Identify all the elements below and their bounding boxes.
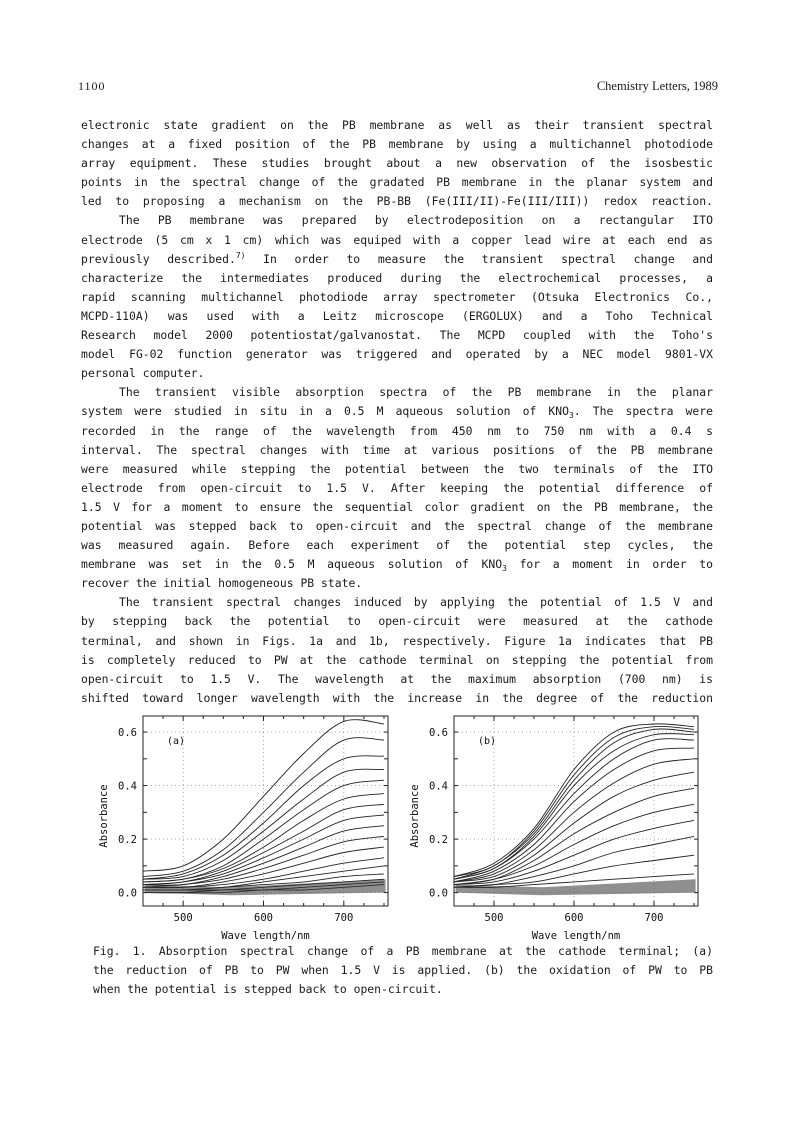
text-line: The PB membrane was prepared by electrodeposition on a rectangular ITO xyxy=(119,213,713,228)
text-line: was measured again. Before each experiment of the potential step cycles, the xyxy=(81,538,713,553)
text-line: personal computer. xyxy=(81,366,205,381)
y-tick-label: 0.6 xyxy=(429,727,448,740)
text-fragment: previously described. xyxy=(81,251,236,266)
figure-1 xyxy=(85,710,705,948)
y-tick-label: 0.2 xyxy=(429,834,448,847)
text-line: recorded in the range of the wavelength from 450 nm to 750 nm with a 0.4 s xyxy=(81,423,713,438)
text-line: 1.5 V for a moment to ensure the sequential color gradient on the PB membrane, the xyxy=(81,499,713,514)
chart-panel-b xyxy=(409,716,698,942)
text-line: by stepping back the potential to open-circuit were measured at the cathode xyxy=(81,614,713,629)
y-tick-label: 0.4 xyxy=(429,780,448,793)
y-tick-label: 0.4 xyxy=(118,780,137,793)
text-line: led to proposing a mechanism on the PB-BB (Fe(III/II)-Fe(III/III)) redox reaction. xyxy=(81,194,713,209)
text-line: interval. The spectral changes with time at various positions of the PB membrane xyxy=(81,442,713,457)
text-line: electronic state gradient on the PB membrane as well as their transient spectral xyxy=(81,118,713,132)
chart-panel-a xyxy=(98,716,388,942)
text-line: were measured while stepping the potential between the two terminals of the ITO xyxy=(81,461,713,476)
y-tick-label: 0.6 xyxy=(118,727,137,740)
text-line: electrode (5 cm x 1 cm) which was equiped with a copper lead wire at each end as xyxy=(81,232,713,247)
x-tick-label: 500 xyxy=(484,912,504,924)
y-tick-label: 0.2 xyxy=(118,834,137,847)
caption-line: when the potential is stepped back to open-circuit. xyxy=(93,982,443,997)
spectrum-line xyxy=(454,734,694,880)
text-line: open-circuit to 1.5 V. The wavelength at the maximum absorption (700 nm) is xyxy=(81,671,713,686)
caption-line: Fig. 1. Absorption spectral change of a PB membrane at the cathode terminal; (a) xyxy=(93,944,713,958)
x-tick-label: 600 xyxy=(254,912,273,924)
article-body xyxy=(81,116,713,708)
text-line: shifted toward longer wavelength with the increase in the degree of the reduction xyxy=(81,690,713,705)
panel-label: (a) xyxy=(167,736,186,747)
text-line: points in the spectral change of the gradated PB membrane in the planar system and xyxy=(81,175,713,190)
text-line-with-reference xyxy=(81,250,713,269)
text-line: array equipment. These studies brought about a new observation of the isosbestic xyxy=(81,156,713,171)
text-line-with-subscript xyxy=(81,402,713,421)
text-fragment: In order to measure the transient spectral change and xyxy=(245,251,714,266)
text-line: MCPD-110A) was used with a Leitz microscope (ERGOLUX) and a Toho Technical xyxy=(81,308,713,323)
subscript: 3 xyxy=(569,411,574,421)
y-tick-label: 0.0 xyxy=(118,887,137,900)
text-line: characterize the intermediates produced during the electrochemical processes, a xyxy=(81,270,713,285)
panel-label: (b) xyxy=(478,736,497,747)
y-tick-label: 0.0 xyxy=(429,887,448,900)
subscript: 3 xyxy=(502,564,507,574)
spectrum-line xyxy=(143,738,384,877)
x-axis-title: Wave length/nm xyxy=(221,930,310,942)
text-fragment: for a moment in order to xyxy=(506,557,713,572)
text-line: recover the initial homogeneous PB state. xyxy=(81,576,363,591)
running-head-journal: Chemistry Letters, 1989 xyxy=(596,79,718,93)
text-fragment: membrane was set in the 0.5 M aqueous solution of KNO xyxy=(81,557,503,572)
x-axis-title: Wave length/nm xyxy=(531,930,621,942)
x-tick-label: 600 xyxy=(564,912,584,924)
y-axis-title: Absorbance xyxy=(409,784,421,848)
text-line: is completely reduced to PW at the cathode terminal on stepping the potential from xyxy=(81,652,713,667)
figure-caption xyxy=(93,942,713,1000)
text-line: terminal, and shown in Figs. 1a and 1b, respectively. Figure 1a indicates that PB xyxy=(81,633,713,648)
x-tick-label: 700 xyxy=(644,912,664,924)
x-tick-label: 500 xyxy=(173,912,193,924)
reference-superscript: 7) xyxy=(235,250,246,260)
text-line: potential was stepped back to open-circuit and the spectral change of the membrane xyxy=(81,518,713,533)
text-line: Research model 2000 potentiostat/galvanostat. The MCPD coupled with the Toho's xyxy=(81,328,713,343)
text-line: The transient spectral changes induced by applying the potential of 1.5 V and xyxy=(119,595,713,610)
y-axis-title: Absorbance xyxy=(98,784,110,848)
text-fragment: . The spectra were xyxy=(573,404,713,419)
text-line: changes at a fixed position of the PB membrane by using a multichannel photodiode xyxy=(81,137,713,152)
text-line: The transient visible absorption spectra of the PB membrane in the planar xyxy=(119,385,713,400)
text-fragment: system were studied in situ in a 0.5 M aqueous solution of KNO xyxy=(81,404,570,419)
text-line: electrode from open-circuit to 1.5 V. After keeping the potential difference of xyxy=(81,480,713,495)
text-line: model FG-02 function generator was triggered and operated by a NEC model 9801-VX xyxy=(81,347,713,362)
text-line-with-subscript xyxy=(81,555,713,574)
caption-line: the reduction of PB to PW when 1.5 V is applied. (b) the oxidation of PW to PB xyxy=(93,963,713,978)
page-number: 1100 xyxy=(78,79,106,93)
text-line: rapid scanning multichannel photodiode array spectrometer (Otsuka Electronics Co., xyxy=(81,289,713,304)
x-tick-label: 700 xyxy=(334,912,354,924)
figure-1-plots xyxy=(85,710,705,948)
